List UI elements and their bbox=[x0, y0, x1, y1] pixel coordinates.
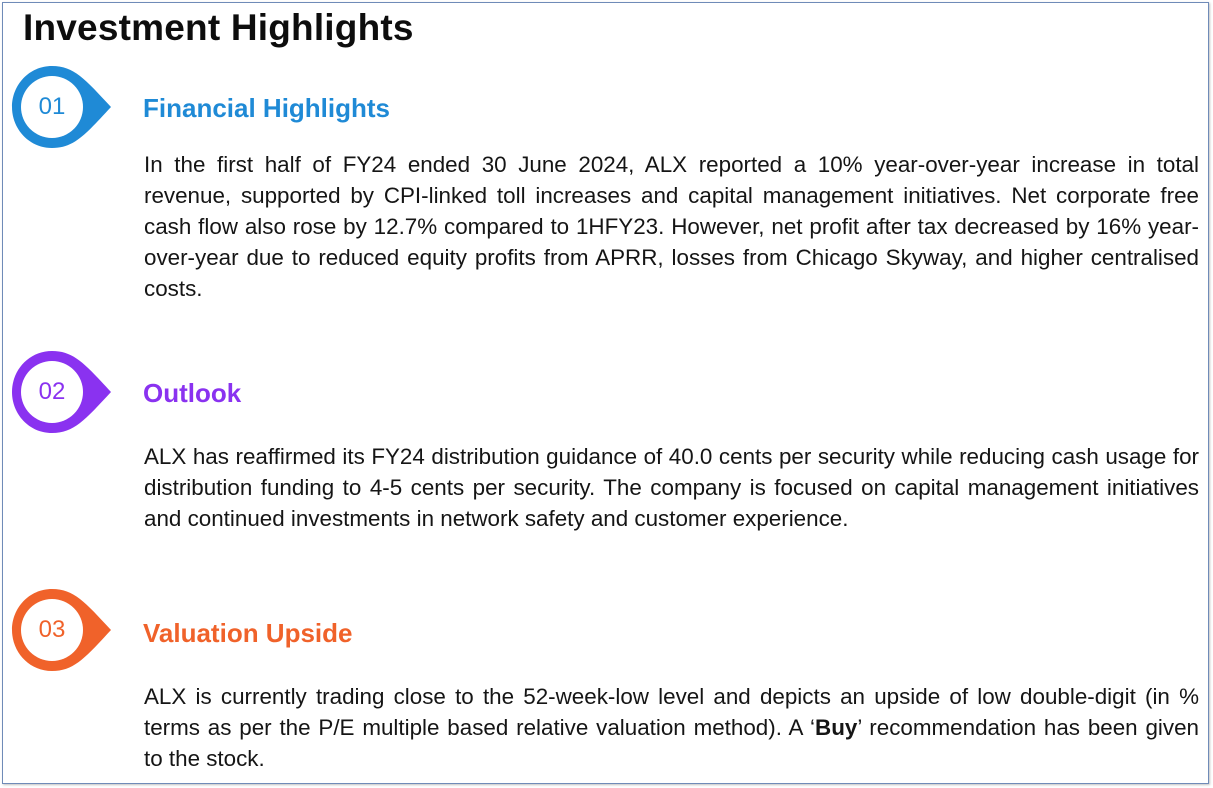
section-badge bbox=[11, 65, 121, 151]
slide-frame bbox=[2, 2, 1209, 784]
section-heading: Financial Highlights bbox=[143, 93, 391, 123]
section-number: 03 bbox=[38, 616, 66, 643]
section-paragraph: ALX has reaffirmed its FY24 distribution guidance of 40.0 cents per security while reducing cash usage for distribution funding to 4-5 cents per security. The company is focused on capital management initiatives and continued investments in network safety and customer experience. bbox=[144, 444, 1199, 531]
section-number: 02 bbox=[38, 378, 66, 405]
section-paragraph bbox=[144, 681, 1199, 774]
paragraph-text-start: ALX is currently trading close to the 52-week-low level and depicts an upside of low double-digit (in % terms as per the P/E multiple based relative valuation method). A ‘ bbox=[144, 684, 1199, 740]
paragraph-text-end: ’ recommendation has been given to the stock. bbox=[144, 715, 1199, 771]
section-paragraph: In the first half of FY24 ended 30 June 2024, ALX reported a 10% year-over-year increase in total revenue, supported by CPI-linked toll increases and capital management initiatives. Net corporate free cash flow also rose by 12.7% compared to 1HFY23. However, net profit after tax decreased by 16% year-over-year due to reduced equity profits from APRR, losses from Chicago Skyway, and higher centralised costs. bbox=[144, 152, 1199, 301]
page-title: Investment Highlights bbox=[23, 7, 414, 48]
section-heading: Outlook bbox=[143, 378, 242, 408]
section-badge bbox=[11, 350, 121, 436]
section-badge bbox=[11, 588, 121, 674]
section-number: 01 bbox=[38, 93, 66, 120]
buy-recommendation: Buy bbox=[815, 715, 858, 740]
section-heading: Valuation Upside bbox=[143, 618, 353, 648]
